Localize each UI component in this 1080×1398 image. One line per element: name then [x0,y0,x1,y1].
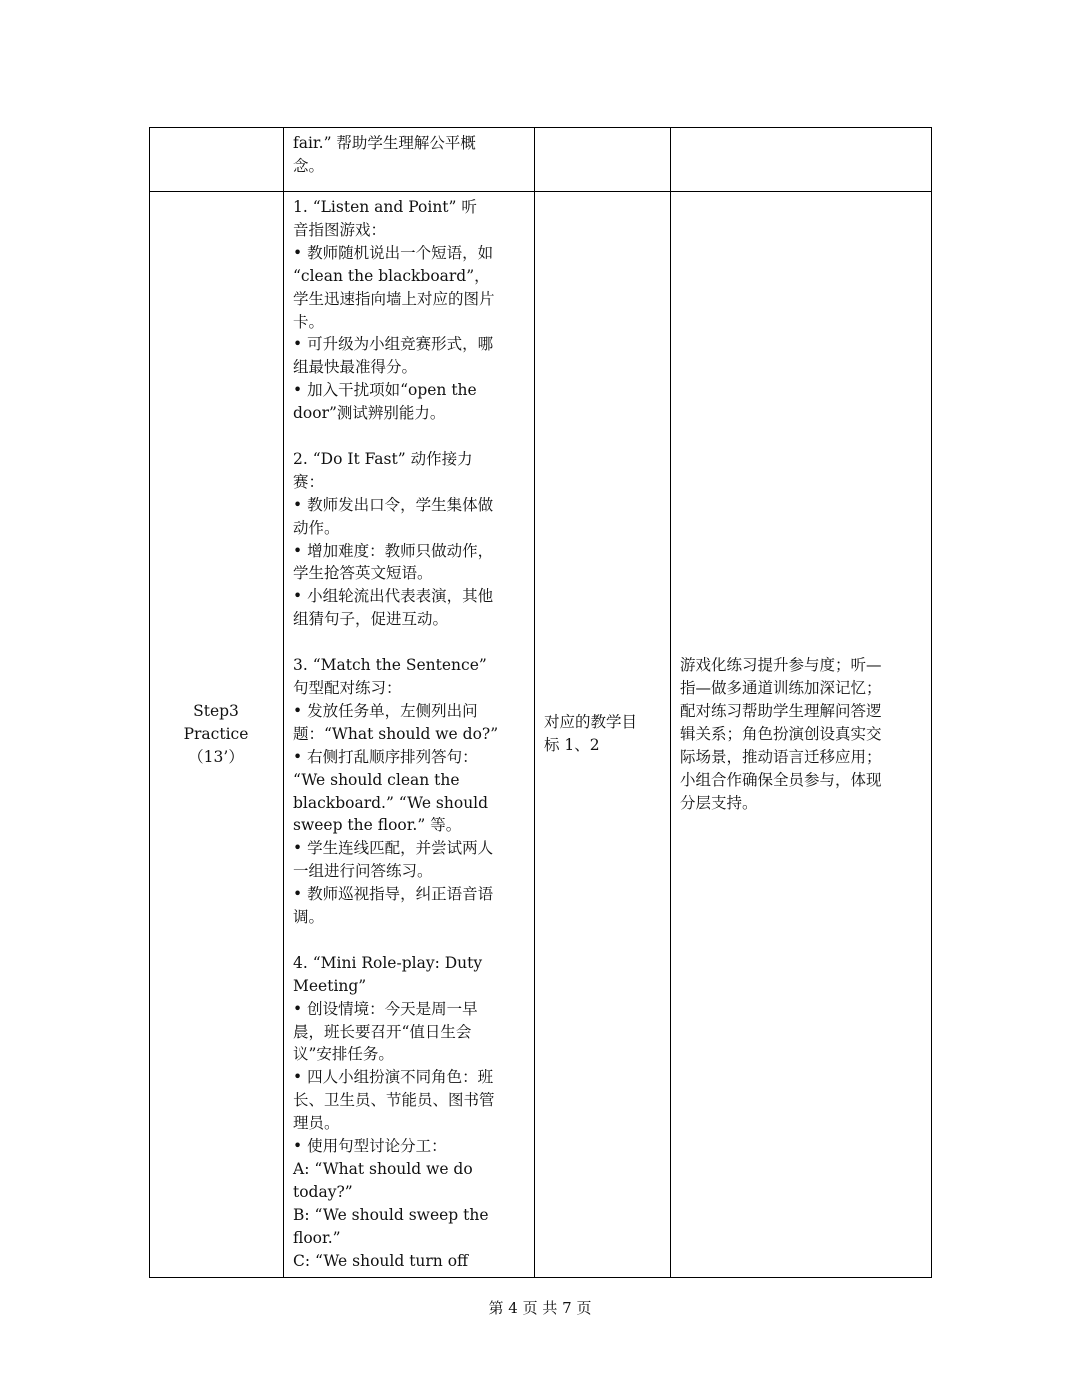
text-line: • 小组轮流出代表表演，其他 [293,587,494,606]
step-cell [150,128,284,192]
text-line: today?” [293,1182,353,1201]
text-line: • 可升级为小组竞赛形式，哪 [293,335,494,354]
text-line: 配对练习帮助学生理解问答逻 [680,701,882,720]
page-footer: 第 4 页 共 7 页 [488,1299,592,1317]
text-line: B: “We should sweep the [293,1205,489,1224]
text-line: “clean the blackboard”， [293,266,490,285]
text-line: 际场景，推动语言迁移应用； [680,747,882,766]
text-line: 卡。 [293,312,325,331]
content-cell [284,192,535,1278]
text-line: 小组合作确保全员参与，体现 [680,770,882,789]
text-line: 题：“What should we do?” [293,724,499,743]
text-line: 组最快最准得分。 [293,358,418,377]
text-line: （13’） [188,747,244,766]
text-line: 一组进行问答练习。 [293,862,433,881]
text-line: 赛： [293,472,325,491]
text-line: 晨，班长要召开“值日生会 [293,1022,472,1041]
table-row [150,128,932,192]
intent-cell [671,192,932,1278]
text-line: 4. “Mini Role-play: Duty [293,953,483,972]
text-line: 标 1、2 [544,736,600,755]
text-line: 句型配对练习： [293,679,402,697]
text-line: 1. “Listen and Point” 听 [293,198,477,216]
text-line: 分层支持。 [680,793,758,812]
text-line: Practice [183,724,249,743]
text-line: 动作。 [293,518,340,537]
intent-cell [671,128,932,192]
text-line: • 使用句型讨论分工： [293,1137,447,1156]
text-line: 组猜句子，促进互动。 [293,610,449,629]
step-cell [150,192,284,1278]
text-line: C: “We should turn off [293,1251,469,1270]
text-line: 2. “Do It Fast” 动作接力 [293,449,473,468]
target-cell [535,192,671,1278]
text-line: Meeting” [293,976,367,995]
text-line: fair.” 帮助学生理解公平概 [293,134,476,152]
text-line: floor.” [293,1228,341,1247]
text-line: • 增加难度：教师只做动作， [293,541,494,560]
text-line: 议”安排任务。 [293,1045,394,1064]
text-line: 念。 [293,156,325,175]
text-line: 3. “Match the Sentence” [293,656,487,675]
text-line [293,631,524,654]
text-line: Step3 [193,701,239,720]
text-line: 长、卫生员、节能员、图书管 [293,1091,495,1110]
text-line: door”测试辨别能力。 [293,404,446,423]
table-row [150,192,932,1278]
text-line: • 右侧打乱顺序排列答句： [293,747,478,766]
text-line: 指—做多通道训练加深记忆； [680,679,882,697]
text-line: 辑关系；角色扮演创设真实交 [680,724,882,743]
text-line: • 教师发出口令，学生集体做 [293,495,494,514]
text-line: A: “What should we do [293,1160,473,1179]
text-line: • 创设情境：今天是周一早 [293,999,478,1018]
text-line: • 发放任务单，左侧列出问 [293,701,478,720]
text-line: • 学生连线匹配，并尝试两人 [293,839,494,858]
content-cell [284,128,535,192]
text-line [293,425,524,448]
text-line: “We should clean the [293,770,460,789]
text-line: 理员。 [293,1114,340,1133]
text-line: 学生迅速指向墙上对应的图片 [293,289,495,308]
text-line: 调。 [293,908,325,927]
lesson-plan-table [149,127,932,1278]
text-line: 学生抢答英文短语。 [293,564,433,583]
target-cell [535,128,671,192]
text-line: 游戏化练习提升参与度；听— [680,656,882,675]
text-line: • 教师巡视指导，纠正语音语 [293,885,494,904]
text-line [293,929,524,952]
text-line: 音指图游戏： [293,220,387,239]
text-line: • 加入干扰项如“open the [293,381,477,400]
text-line: blackboard.” “We should [293,793,489,812]
text-line: 对应的教学目 [544,713,638,732]
text-line: • 四人小组扮演不同角色：班 [293,1068,494,1087]
text-line: sweep the floor.” 等。 [293,816,462,835]
text-line: • 教师随机说出一个短语，如 [293,243,494,262]
